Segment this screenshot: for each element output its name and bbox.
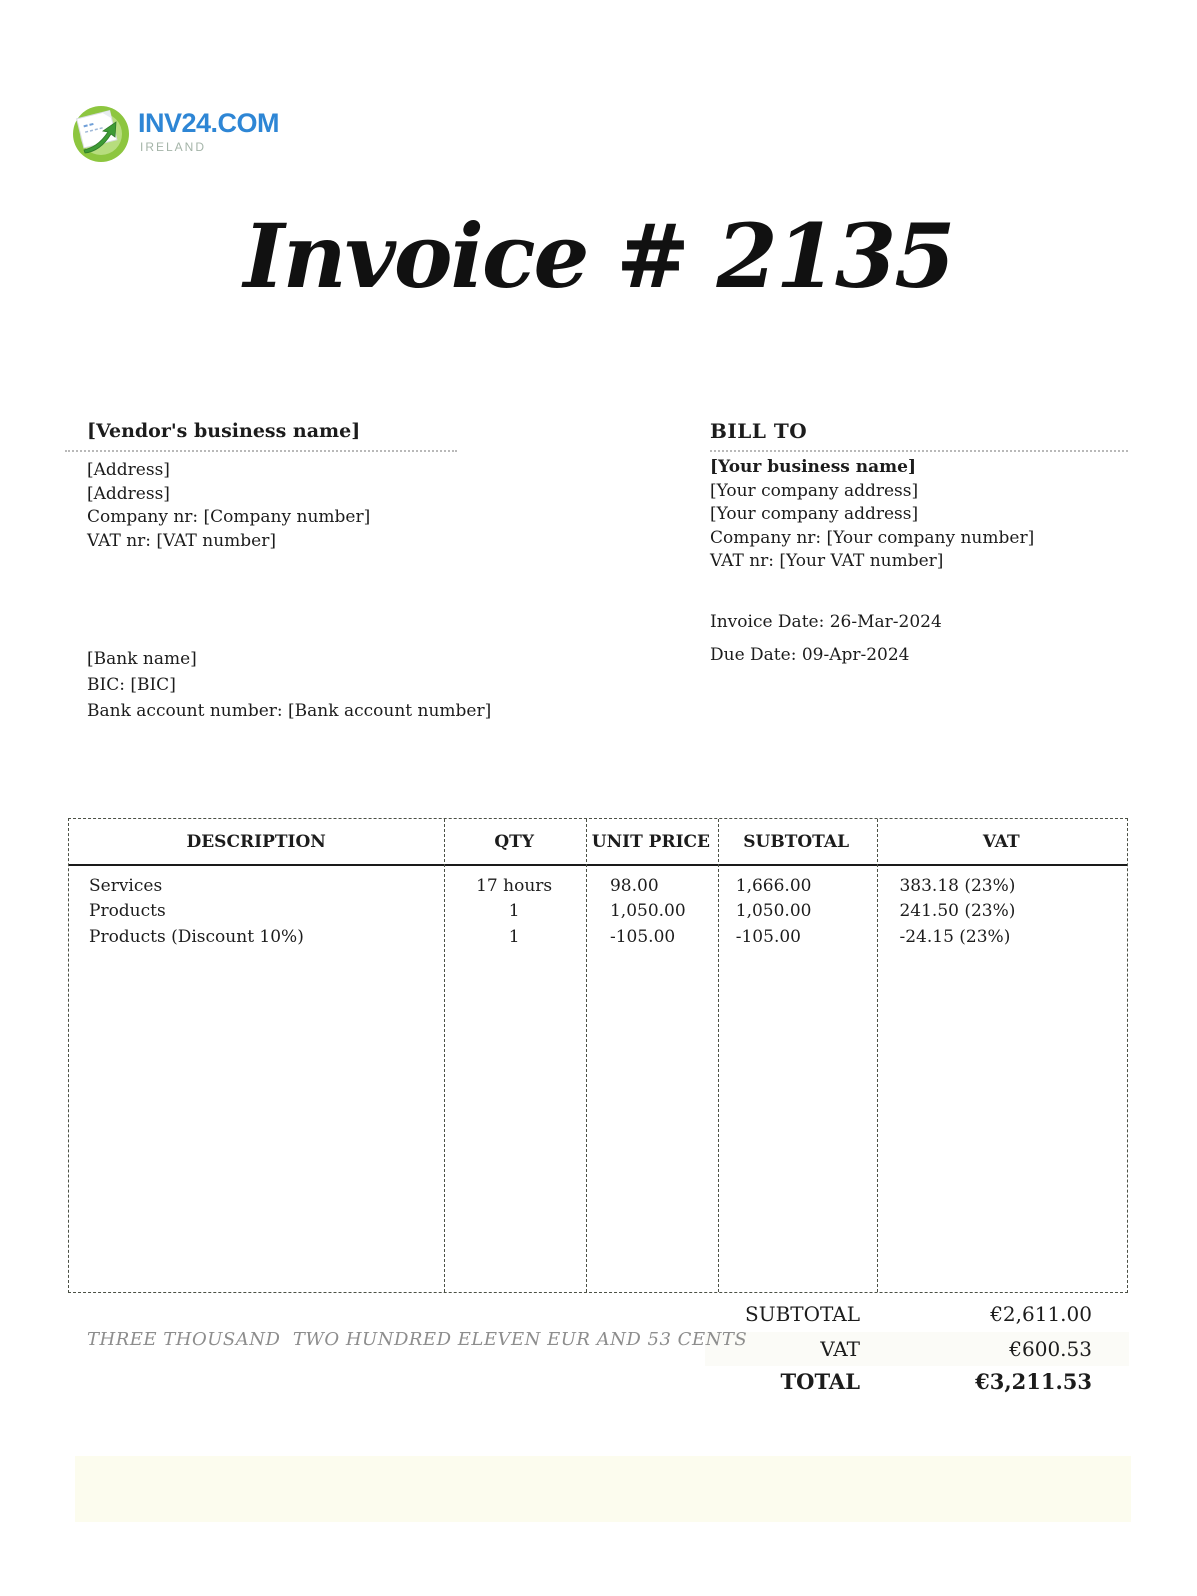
cell-qty: 1	[508, 926, 520, 947]
invoice-dates	[710, 612, 942, 678]
inv24-logo-icon	[70, 102, 132, 164]
cell-vat: 383.18 (23%)	[899, 875, 1016, 896]
bill-to-details	[710, 456, 1034, 574]
vendor-details	[87, 459, 370, 553]
customer-company-number: Company nr: [Your company number]	[710, 527, 1035, 548]
summary-total-value: €3,211.53	[975, 1369, 1092, 1394]
line-items-table	[68, 818, 1128, 1293]
customer-business-name: [Your business name]	[710, 457, 917, 477]
vendor-address-line: [Address]	[87, 483, 170, 504]
brand-region: IRELAND	[140, 140, 207, 154]
header-vat: VAT	[982, 831, 1020, 852]
cell-qty: 1	[508, 901, 520, 922]
cell-vat: -24.15 (23%)	[899, 926, 1011, 947]
vendor-address-line: [Address]	[87, 460, 170, 480]
table-row	[69, 899, 1127, 925]
header-description: DESCRIPTION	[186, 831, 326, 852]
column-divider	[877, 819, 878, 1292]
brand-text	[138, 110, 279, 154]
amount-in-words: THREE THOUSAND TWO HUNDRED ELEVEN EUR AND 53 CENTS	[87, 1329, 748, 1350]
customer-vat-number: VAT nr: [Your VAT number]	[710, 551, 944, 571]
vendor-vat-number: VAT nr: [VAT number]	[87, 530, 276, 551]
bank-bic: BIC: [BIC]	[87, 675, 176, 695]
vendor-divider	[65, 450, 457, 452]
vendor-company-number: Company nr: [Company number]	[87, 507, 371, 527]
customer-address-line: [Your company address]	[710, 480, 919, 501]
invoice-title: Invoice # 2135	[243, 204, 954, 308]
invoice-date: Invoice Date: 26-Mar-2024	[710, 612, 942, 632]
table-row	[69, 924, 1127, 950]
bill-to-heading: BILL TO	[710, 419, 808, 443]
summary-subtotal-label: SUBTOTAL	[745, 1302, 860, 1326]
bank-account-number: Bank account number: [Bank account number]	[87, 701, 492, 721]
cell-subtotal: 1,666.00	[735, 875, 812, 896]
table-header-row	[69, 819, 1127, 866]
cell-unit-price: 1,050.00	[609, 901, 686, 922]
column-divider	[586, 819, 587, 1292]
customer-address-line: [Your company address]	[710, 504, 919, 524]
bank-name: [Bank name]	[87, 649, 197, 669]
footer-highlight-band	[75, 1456, 1131, 1522]
summary-vat-value: €600.53	[1009, 1337, 1092, 1361]
brand-logo	[70, 102, 279, 164]
cell-subtotal: 1,050.00	[735, 901, 812, 922]
header-unit-price: UNIT PRICE	[591, 831, 711, 852]
column-divider	[444, 819, 445, 1292]
bill-to-divider	[710, 450, 1128, 452]
cell-description: Products (Discount 10%)	[89, 926, 304, 947]
table-body	[69, 866, 1127, 950]
cell-unit-price: -105.00	[609, 926, 676, 947]
header-qty: QTY	[494, 831, 534, 852]
cell-qty: 17 hours	[476, 875, 553, 896]
summary-subtotal-value: €2,611.00	[990, 1302, 1092, 1326]
cell-vat: 241.50 (23%)	[899, 901, 1016, 922]
cell-description: Services	[89, 875, 163, 896]
brand-name: INV24.COM	[138, 108, 280, 138]
table-row	[69, 873, 1127, 899]
column-divider	[718, 819, 719, 1292]
vendor-business-name: [Vendor's business name]	[87, 420, 361, 442]
cell-subtotal: -105.00	[735, 926, 801, 947]
bank-details	[87, 646, 491, 724]
summary-total-label: TOTAL	[780, 1369, 860, 1394]
cell-unit-price: 98.00	[609, 875, 659, 896]
header-subtotal: SUBTOTAL	[743, 831, 850, 852]
summary-vat-label: VAT	[820, 1337, 860, 1361]
cell-description: Products	[89, 901, 166, 922]
due-date: Due Date: 09-Apr-2024	[710, 645, 910, 665]
